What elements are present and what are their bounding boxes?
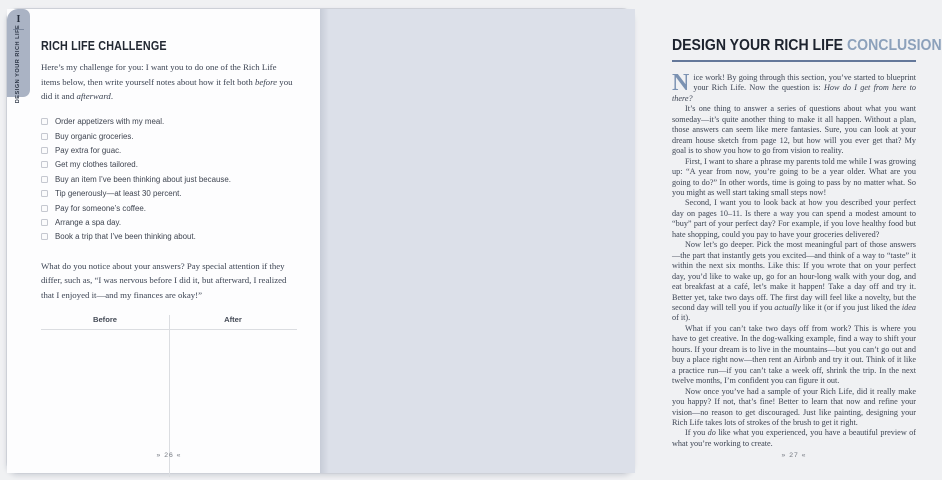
paragraph: First, I want to share a phrase my parents told me while I was growing up: “A year from now, you’re going to be a year older. What are you going to do?” In other words, time is going to pass by no matter what. So you might as well start taking small steps now! [672, 156, 916, 197]
checklist-label: Pay extra for guac. [55, 145, 122, 155]
paragraph: What if you can’t take two days off from work? This is where you have to get creative. In the dog-walking example, find a way to shift your hours. If your dream is to live in the mountains—but you can’t go out and buy a place right now—then rent an Airbnb and try it out. Think of it like a practice run—if you can’t take a week off, shrink the trip. In the next twelve months, I’m confident you can figure it out. [672, 323, 916, 386]
checkbox-icon [41, 161, 48, 168]
checklist-label: Order appetizers with my meal. [55, 117, 165, 127]
body-text [672, 70, 916, 449]
checklist-label: Get my clothes tailored. [55, 160, 138, 170]
section-tab-title: DESIGN YOUR RICH LIFE [15, 24, 22, 104]
reflection-paragraph: What do you notice about your answers? Pay special attention if they differ, such as, “I was nervous before I did it, but afterward, I realized that I enjoyed it—and my finances are okay!” [41, 261, 287, 300]
checklist-item [41, 143, 297, 157]
checklist-label: Arrange a spa day. [55, 217, 122, 227]
page-title: RICH LIFE CHALLENGE [41, 39, 167, 53]
checkbox-icon [41, 147, 48, 154]
book-spread [6, 8, 942, 474]
checklist-item [41, 158, 297, 172]
checkbox-icon [41, 176, 48, 183]
checklist-label: Book a trip that I’ve been thinking about. [55, 232, 196, 242]
page-number-right: » 27 « [781, 452, 807, 459]
left-page-content [41, 39, 297, 477]
paragraph: Now once you’ve had a sample of your Rich Life, did it really make you happy? If not, that’s fine! Better to learn that now and refine your vision—no reason to get discouraged. Just like painting, designing your Rich Life takes lots of strokes of the brush to get it right. [672, 386, 916, 427]
section-tab [7, 9, 30, 104]
checklist-item [41, 115, 297, 129]
checkbox-icon [41, 233, 48, 240]
checklist-item [41, 172, 297, 186]
column-header-before: Before [92, 315, 118, 325]
checkbox-icon [41, 133, 48, 140]
checkbox-icon [41, 219, 48, 226]
paragraph: Second, I want you to look back at how you described your perfect day on pages 10–11. Is there a way you can spend a modest amount to “buy” part of your perfect day? For example, if you love healthy food but hate shopping, could you pay to have your groceries delivered? [672, 198, 916, 239]
intro-paragraph: Here’s my challenge for you: I want you to do one of the Rich Life items below, then write yourself notes about how it felt both before you did it and afterward. [41, 62, 293, 101]
checklist-item [41, 129, 297, 143]
section-heading [672, 37, 942, 55]
section-heading-accent: CONCLUSION [846, 37, 942, 54]
right-page-content [672, 37, 942, 449]
checkbox-icon [41, 118, 48, 125]
checklist-label: Buy an item I’ve been thinking about just because. [55, 174, 231, 184]
paragraph [672, 70, 916, 104]
checklist [41, 115, 297, 245]
checklist-item [41, 201, 297, 215]
checkbox-icon [41, 190, 48, 197]
tab-title-wrap [7, 24, 30, 104]
checklist-label: Buy organic groceries. [55, 131, 134, 141]
heading-rule [672, 60, 916, 62]
checkbox-icon [41, 205, 48, 212]
paragraph: If you do like what you experienced, you have a beautiful preview of what you’re working to create. [672, 428, 916, 448]
checklist-label: Pay for someone’s coffee. [55, 203, 146, 213]
checklist-item [41, 215, 297, 229]
left-page [7, 9, 320, 473]
right-page [320, 9, 942, 473]
column-header-after: After [224, 315, 242, 325]
paragraph: It’s one thing to answer a series of questions about what you want someday—it’s quite another thing to make it all happen. Without a plan, those answers can seem like mere fantasies. Sure, you can look at your dream house sketch from page 12, but how will you ever get that? My goal is to show you how to go from vision to reality. [672, 104, 916, 156]
paragraph: Now let’s go deeper. Pick the most meaningful part of those answers—the part that instantly gets you excited—and think of a way to “taste” it within the next six months. Like this: If you wrote that on your perfect day, you’d like to wake up, go for an hour-long walk with your dog, and eat breakfast at a café, let’s make it happen! Take a day off and try it. Better yet, take two days off. The first day will feel like a novelty, but the second day will tell you if you actually like it (or if you just liked the idea of it). [672, 240, 916, 323]
checklist-item [41, 230, 297, 244]
checklist-item [41, 186, 297, 200]
page-number-left: » 26 « [156, 452, 182, 459]
checklist-label: Tip generously—at least 30 percent. [55, 189, 182, 199]
paragraph-text: ice work! By going through this section, you’ve started to blueprint your Rich Life. Now the question is: How do I get from here to there? [672, 73, 916, 103]
section-heading-main: DESIGN YOUR RICH LIFE [672, 37, 847, 54]
brand-logo: I [16, 14, 21, 25]
drop-cap: N [672, 70, 690, 96]
